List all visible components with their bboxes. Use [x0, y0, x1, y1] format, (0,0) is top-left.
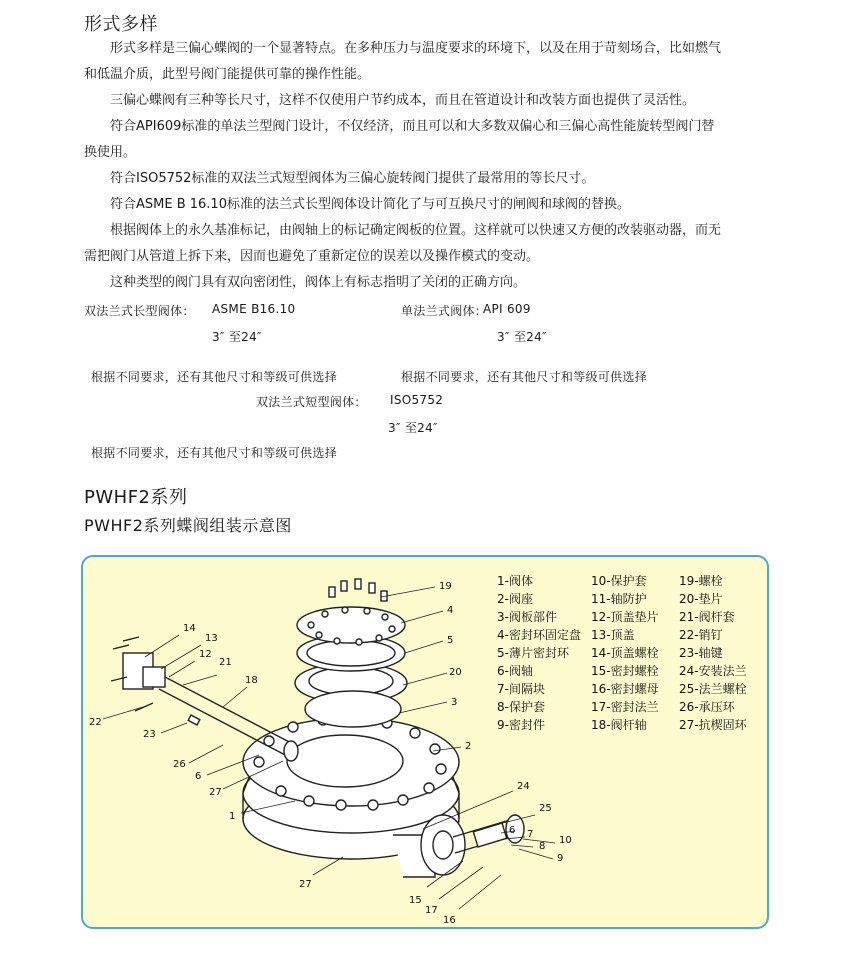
packing-assembly	[473, 823, 506, 847]
callout-19: 19	[439, 581, 452, 592]
disc-assembly	[305, 691, 401, 727]
paragraph: 三偏心蝶阀有三种等长尺寸，这样不仅使用户节约成本，而且在管道设计和改装方面也提供了灵活性。	[110, 93, 696, 108]
mounting-flange-bore	[433, 831, 453, 859]
spec-double-short-note: 根据不同要求，还有其他尺寸和等级可供选择	[91, 446, 338, 460]
spec-double-long-size: 3″ 至24″	[212, 330, 262, 344]
body-bore	[287, 735, 403, 787]
legend-item: 25-法兰螺栓	[679, 682, 747, 696]
callout-24: 24	[517, 781, 530, 792]
legend-item: 11-轴防护	[591, 592, 647, 606]
legend-item: 19-螺栓	[679, 574, 723, 588]
paragraph: 符合API609标准的单法兰型阀门设计，不仅经济，而且可以和大多数双偏心和三偏心高性能旋转型阀门替换使用。	[84, 119, 715, 160]
legend-item: 24-安装法兰	[679, 664, 747, 678]
callout-23: 23	[143, 729, 156, 740]
legend-item: 27-抗楔固环	[679, 718, 747, 732]
spec-double-short-size: 3″ 至24″	[388, 421, 438, 435]
callout-17: 17	[425, 905, 438, 916]
callout-9: 9	[557, 853, 564, 864]
spec-single-label: 单法兰式阀体：	[401, 304, 488, 318]
callout-15: 15	[409, 895, 422, 906]
legend-item: 12-顶盖垫片	[591, 610, 659, 624]
legend-item: 9-密封件	[497, 718, 545, 732]
laminated-seal-ring-inner	[307, 640, 395, 666]
callout-4: 4	[447, 605, 454, 616]
paragraph: 根据阀体上的永久基准标记，由阀轴上的标记确定阀板的位置。这样就可以快速又方便的改装驱动器，而无需把阀门从管道上拆下来，因而也避免了重新定位的误差以及操作模式的变动。	[84, 223, 722, 264]
shaft-key	[188, 715, 200, 725]
callout-7: 7	[527, 829, 534, 840]
diagram-title: PWHF2系列蝶阀组装示意图	[84, 516, 292, 535]
spec-double-long-standard: ASME B16.10	[212, 302, 296, 316]
callout-1: 1	[229, 811, 236, 822]
legend-item: 20-垫片	[679, 592, 723, 606]
legend-item: 21-阀杆套	[679, 610, 735, 624]
legend-item: 22-销钉	[679, 628, 723, 642]
callout-12: 12	[199, 649, 212, 660]
cover-gasket	[143, 667, 165, 687]
callout-26: 26	[173, 759, 186, 770]
callout-27: 27	[209, 787, 222, 798]
callout-6b: 6	[509, 825, 516, 836]
section-title: 形式多样	[84, 14, 158, 35]
spec-single-size: 3″ 至24″	[497, 330, 547, 344]
spec-double-long-label: 双法兰式长型阀体：	[84, 304, 195, 318]
callout-8: 8	[539, 841, 546, 852]
callout-3: 3	[451, 697, 458, 708]
legend-item: 1-阀体	[497, 574, 533, 588]
assembly-diagram-panel	[81, 555, 769, 929]
paragraph: 符合ASME B 16.10标准的法兰式长型阀体设计简化了与可互换尺寸的闸阀和球阀的替换。	[110, 197, 630, 212]
legend-item: 13-顶盖	[591, 628, 635, 642]
legend-item: 14-顶盖螺栓	[591, 646, 659, 660]
legend-item: 15-密封螺栓	[591, 664, 659, 678]
bearing-ring	[284, 741, 298, 761]
spec-single-standard: API 609	[483, 302, 531, 316]
callout-20: 20	[449, 667, 462, 678]
legend-item: 16-密封螺母	[591, 682, 659, 696]
legend-item: 4-密封环固定盘	[497, 628, 581, 642]
callout-10: 10	[559, 835, 572, 846]
legend-item: 23-轴键	[679, 646, 723, 660]
legend-item: 6-阀轴	[497, 664, 533, 678]
legend-item: 8-保护套	[497, 700, 545, 714]
series-title: PWHF2系列	[84, 487, 188, 508]
legend-item: 3-阀板部件	[497, 610, 557, 624]
spec-double-short-label: 双法兰式短型阀体：	[256, 395, 367, 409]
callout-18: 18	[245, 675, 258, 686]
legend-item: 17-密封法兰	[591, 700, 659, 714]
legend-item: 2-阀座	[497, 592, 533, 606]
paragraph: 符合ISO5752标准的双法兰式短型阀体为三偏心旋转阀门提供了最常用的等长尺寸。	[110, 171, 595, 186]
callout-6: 6	[195, 771, 202, 782]
spec-double-short-standard: ISO5752	[390, 393, 444, 407]
legend-item: 18-阀杆轴	[591, 718, 647, 732]
callout-2: 2	[465, 741, 472, 752]
paragraph: 形式多样是三偏心蝶阀的一个显著特点。在多种压力与温度要求的环境下，以及在用于苛刻场合，比如燃气和低温介质，此型号阀门能提供可靠的操作性能。	[84, 41, 722, 82]
spec-single-note: 根据不同要求，还有其他尺寸和等级可供选择	[401, 370, 648, 384]
pin	[135, 703, 153, 711]
callout-5: 5	[447, 635, 454, 646]
callout-13: 13	[205, 633, 218, 644]
legend-item: 7-间隔块	[497, 682, 545, 696]
legend-item: 10-保护套	[591, 574, 647, 588]
assembly-diagram	[83, 557, 769, 929]
paragraph: 这种类型的阀门具有双向密闭性，阀体上有标志指明了关闭的正确方向。	[110, 275, 527, 290]
callout-22: 22	[89, 717, 102, 728]
retainer-bolts	[329, 579, 387, 601]
callout-27b: 27	[299, 879, 312, 890]
spec-double-long-note: 根据不同要求，还有其他尺寸和等级可供选择	[91, 370, 338, 384]
callout-16: 16	[443, 915, 456, 926]
callout-14: 14	[183, 623, 196, 634]
callout-25: 25	[539, 803, 552, 814]
legend-item: 5-薄片密封环	[497, 646, 569, 660]
callout-21: 21	[219, 657, 232, 668]
parts-legend	[497, 573, 748, 732]
legend-item: 26-承压环	[679, 700, 735, 714]
